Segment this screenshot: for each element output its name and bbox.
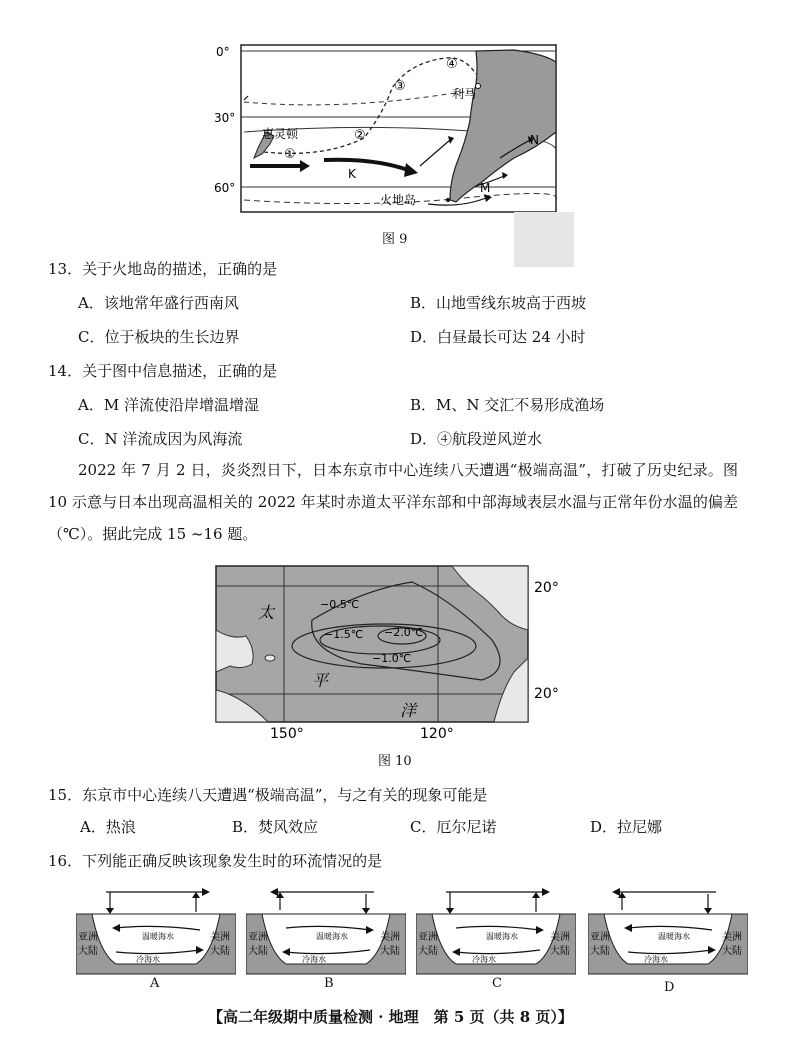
diagram-c-cold: 冷海水	[472, 955, 496, 964]
lima-label: 利马	[452, 87, 477, 101]
diagram-c-america-1: 美洲	[550, 932, 570, 943]
diagram-d-asia-1: 亚洲	[590, 932, 610, 943]
figure-10	[212, 560, 572, 740]
diagram-b-warm: 温暖海水	[316, 932, 348, 941]
diagram-c-asia-2: 大陆	[418, 946, 438, 957]
q14-stem: 14．关于图中信息描述，正确的是	[48, 362, 278, 380]
n-current-label: N	[530, 133, 539, 147]
diagram-d-america-1: 美洲	[722, 932, 742, 943]
diagram-b-america-2: 大陆	[380, 946, 400, 957]
diagram-b-america-1: 美洲	[380, 932, 400, 943]
diagram-c-asia-1: 亚洲	[418, 932, 438, 943]
diagram-a-america-2: 大陆	[210, 946, 230, 957]
diagram-c-america-2: 大陆	[550, 946, 570, 957]
isotherm-label-neg-1-5: −1.5℃	[324, 628, 364, 641]
q16-diagram-a[interactable]	[76, 884, 236, 994]
q13-option-b[interactable]: B．山地雪线东坡高于西坡	[410, 294, 587, 312]
diagram-a-cold: 冷海水	[136, 955, 160, 964]
passage-text: 2022 年 7 月 2 日，炎炎烈日下，日本东京市中心连续八天遭遇“极端高温”，打破了历史纪录。图 10 示意与日本出现高温相关的 2022 年某时赤道太平洋东部和中部海域表层水温与正常年份水温的偏差（℃）。据此完成 15 ~16 题。	[48, 461, 738, 543]
diagram-c-warm: 温暖海水	[486, 932, 518, 941]
q15-stem: 15．东京市中心连续八天遭遇“极端高温”，与之有关的现象可能是	[48, 786, 488, 804]
isotherm-label-neg-2-0: −2.0℃	[384, 626, 424, 639]
m-current-label: M	[480, 181, 491, 195]
isotherm-label-neg-1-0: −1.0℃	[372, 652, 412, 665]
wellington-label: 惠灵顿	[262, 127, 299, 141]
diagram-b-letter: B	[324, 976, 334, 991]
diagram-d-asia-2: 大陆	[590, 946, 610, 957]
ocean-char-3: 洋	[400, 701, 417, 720]
lat-30-label: 30°	[214, 111, 236, 125]
lima-marker	[476, 84, 481, 89]
q14-option-b[interactable]: B．M、N 交汇不易形成渔场	[410, 396, 605, 414]
q16-stem: 16．下列能正确反映该现象发生时的环流情况的是	[48, 852, 383, 870]
lon-label-120: 120°	[420, 726, 454, 740]
q15-option-d[interactable]: D．拉尼娜	[590, 818, 663, 836]
lon-label-150: 150°	[270, 726, 304, 740]
q13-option-d[interactable]: D．白昼最长可达 24 小时	[410, 328, 586, 346]
route-point-2: ②	[354, 128, 366, 143]
lat-label-bottom: 20°	[534, 686, 559, 702]
route-point-4: ④	[446, 57, 458, 72]
q14-option-d[interactable]: D．④航段逆风逆水	[410, 430, 543, 448]
fuego-label: 火地岛	[380, 193, 417, 207]
figure-9-caption: 图 9	[382, 232, 408, 247]
q16-diagram-c[interactable]	[416, 884, 576, 994]
ocean-char-2: 平	[312, 671, 329, 690]
lat-60-label: 60°	[214, 181, 236, 195]
figure-10-caption: 图 10	[378, 754, 412, 769]
diagram-a-asia-2: 大陆	[78, 946, 98, 957]
q14-option-c[interactable]: C．N 洋流成因为风海流	[78, 430, 243, 448]
diagram-b-asia-1: 亚洲	[248, 932, 268, 943]
diagram-a-asia-1: 亚洲	[78, 932, 98, 943]
diagram-a-warm: 温暖海水	[142, 932, 174, 941]
q15-option-c[interactable]: C．厄尔尼诺	[410, 818, 497, 836]
stipple-patch	[514, 212, 574, 267]
isotherm-label-neg-0-5: −0.5℃	[320, 598, 360, 611]
lat-0-label: 0°	[216, 45, 230, 59]
page-footer: 【高二年级期中质量检测 · 地理 第 5 页（共 8 页）】	[208, 1008, 573, 1026]
q15-option-a[interactable]: A．热浪	[80, 818, 136, 836]
route-point-3: ③	[394, 79, 406, 94]
diagram-a-letter: A	[150, 976, 160, 991]
diagram-d-cold: 冷海水	[644, 955, 668, 964]
figure-10-map	[212, 560, 572, 740]
diagram-a-america-1: 美洲	[210, 932, 230, 943]
diagram-d-america-2: 大陆	[722, 946, 742, 957]
q13-option-a[interactable]: A．该地常年盛行西南风	[78, 294, 239, 312]
q16-diagram-d[interactable]	[588, 884, 748, 998]
q13-option-c[interactable]: C．位于板块的生长边界	[78, 328, 240, 346]
diagram-c-letter: C	[492, 976, 502, 991]
diagram-b-asia-2: 大陆	[248, 946, 268, 957]
ocean-char-1: 太	[258, 603, 275, 622]
q15-option-b[interactable]: B．焚风效应	[232, 818, 319, 836]
k-current-label: K	[348, 167, 356, 181]
diagram-d-letter: D	[664, 980, 675, 995]
q13-stem: 13．关于火地岛的描述，正确的是	[48, 260, 278, 278]
q16-diagram-b[interactable]	[246, 884, 406, 994]
diagram-d-warm: 温暖海水	[658, 932, 690, 941]
route-point-1: ①	[284, 147, 296, 162]
lat-label-top: 20°	[534, 580, 559, 596]
q14-option-a[interactable]: A．M 洋流使沿岸增温增湿	[78, 396, 259, 414]
diagram-b-cold: 冷海水	[302, 955, 326, 964]
